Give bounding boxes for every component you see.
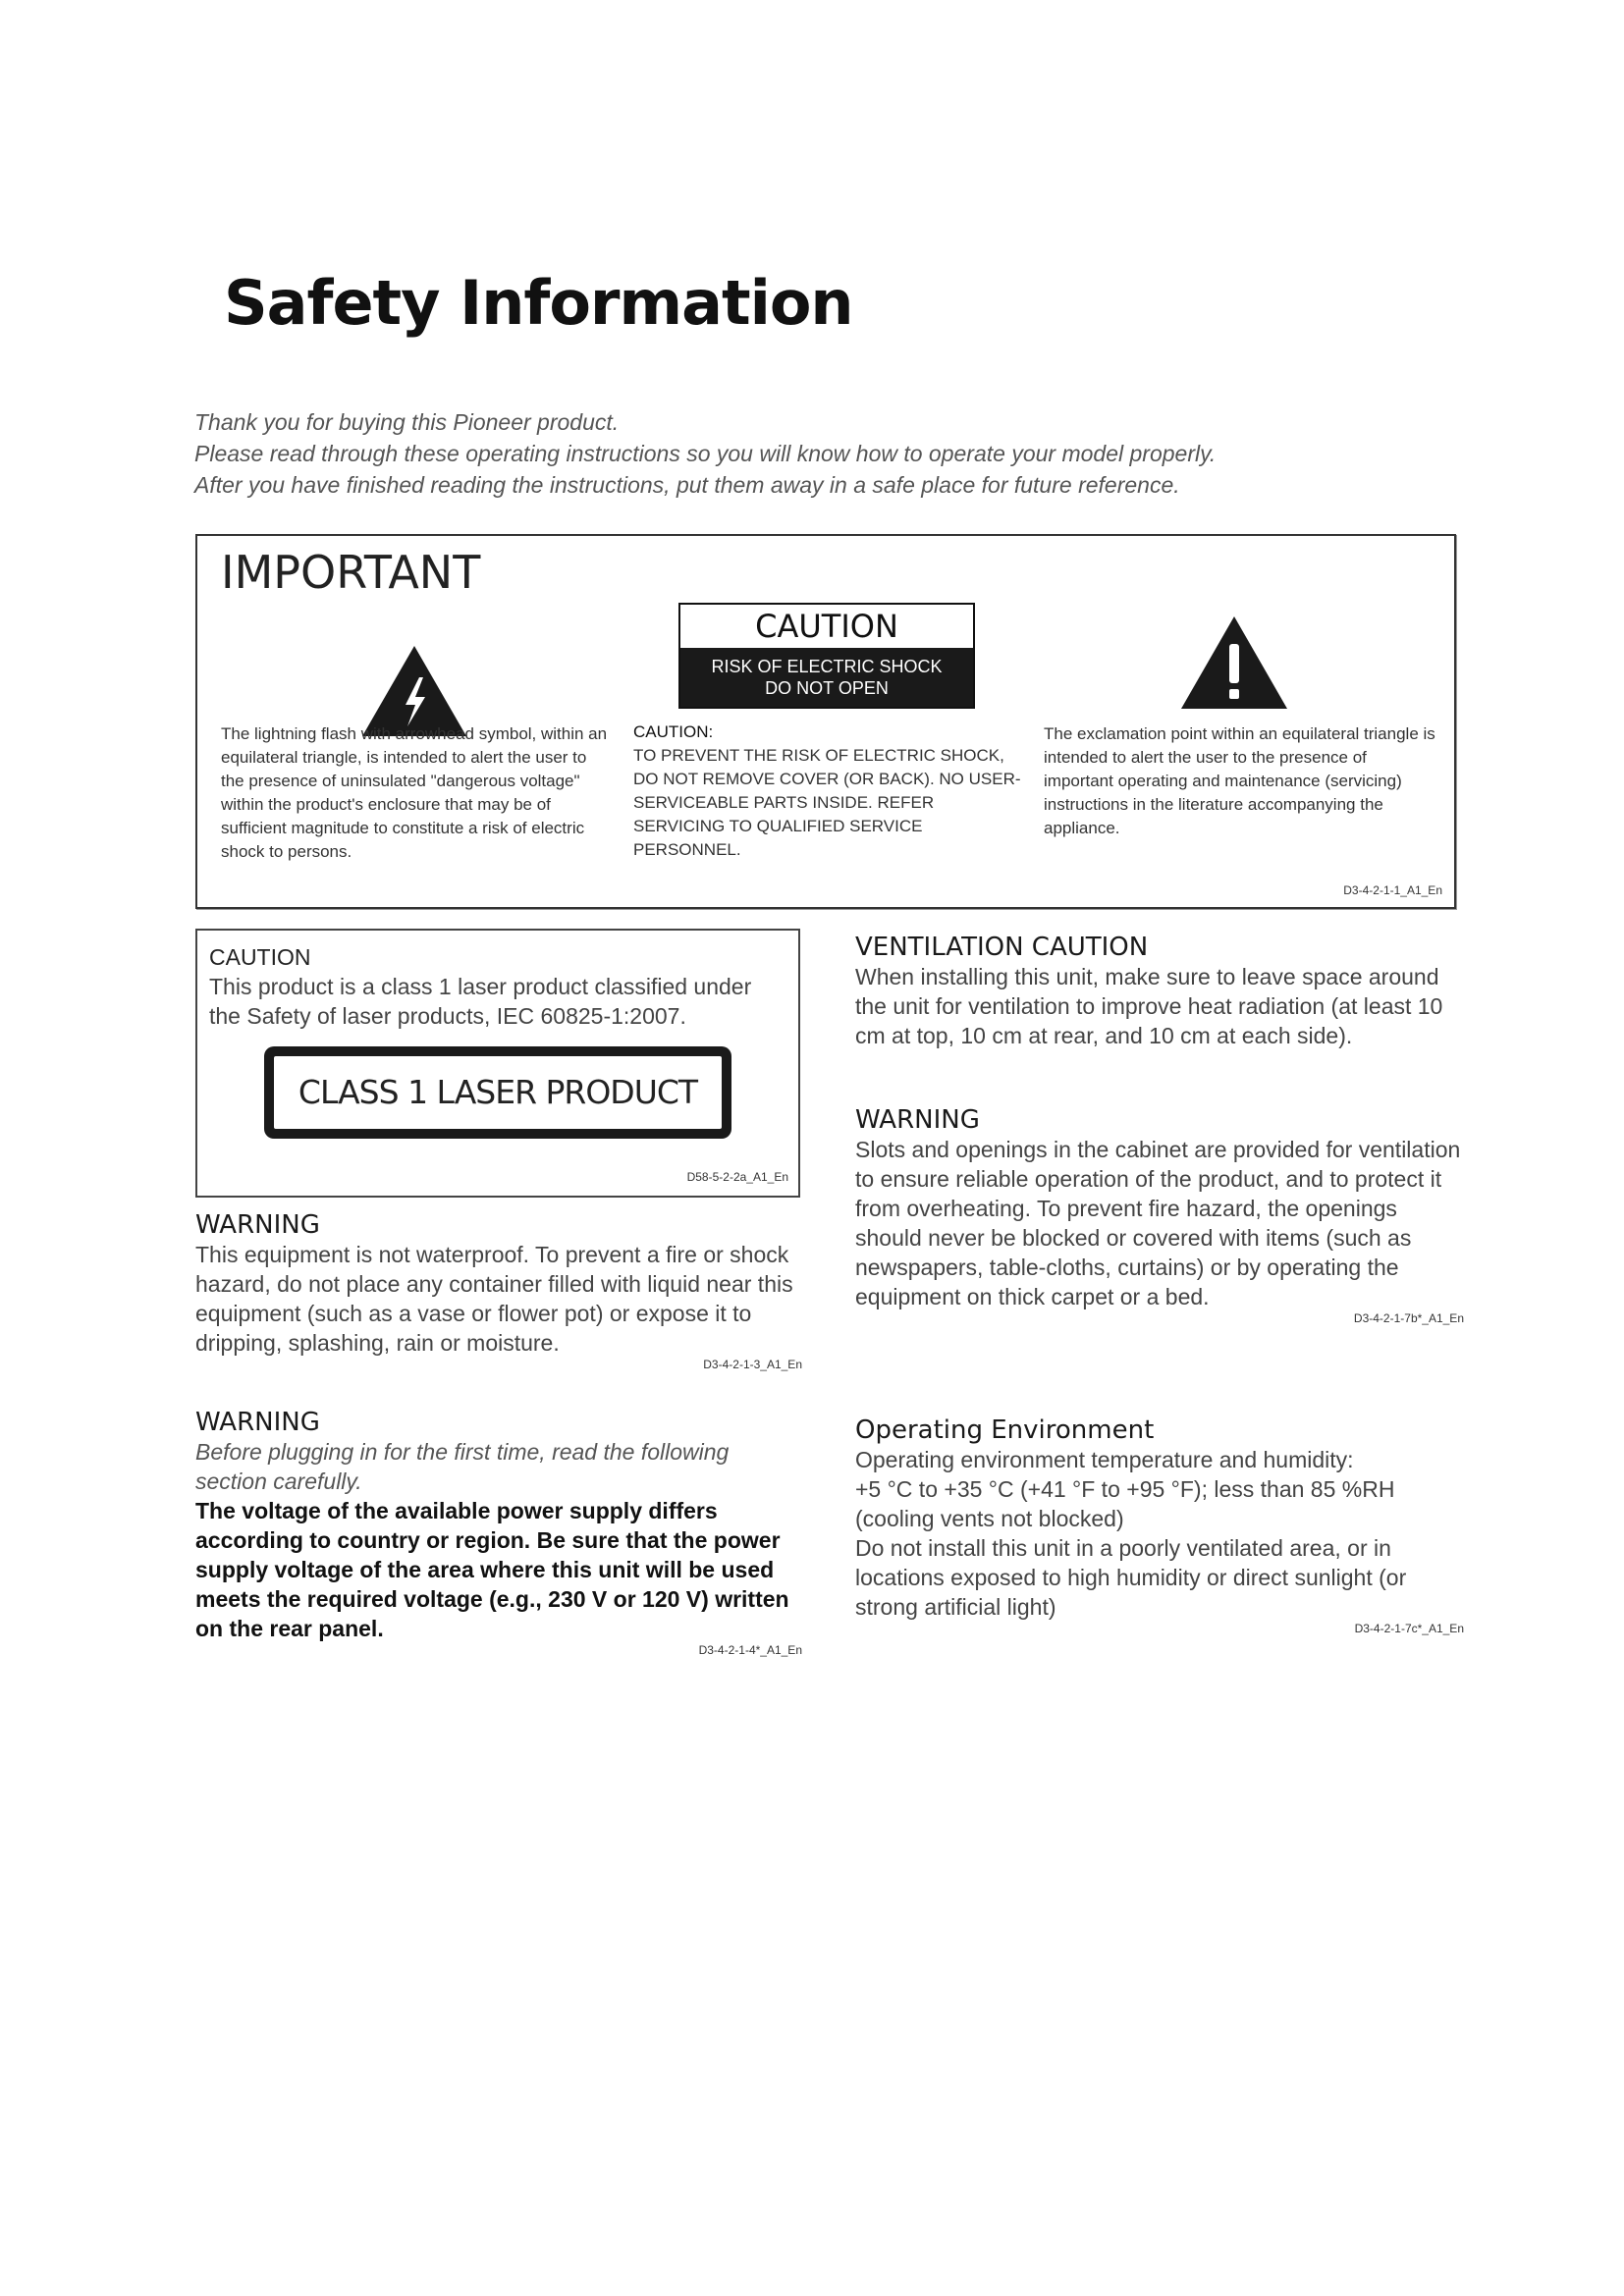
exclamation-warning-icon bbox=[1179, 614, 1289, 711]
warning-power-intro: Before plugging in for the first time, read the following section carefully. bbox=[195, 1439, 730, 1494]
important-code: D3-4-2-1-1_A1_En bbox=[1343, 883, 1442, 897]
intro-line-1: Thank you for buying this Pioneer product. bbox=[194, 409, 620, 435]
exclamation-description: The exclamation point within an equilateral triangle is intended to alert the user to the presence of important operating and maintenance (servicing) instructions in the literature accompanying the appliance. bbox=[1044, 724, 1435, 837]
page-title: Safety Information bbox=[224, 267, 853, 339]
environment-line-2: +5 °C to +35 °C (+41 °F to +95 °F); less than 85 %RH bbox=[855, 1476, 1395, 1502]
laser-caution-text: This product is a class 1 laser product classified under the Safety of laser products, IEC 60825-1:2007. bbox=[209, 974, 752, 1029]
ventilation-heading: VENTILATION CAUTION bbox=[855, 933, 1149, 962]
intro-line-2: Please read through these operating instructions so you will know how to operate your model properly. bbox=[194, 441, 1217, 466]
warning-power-code: D3-4-2-1-4*_A1_En bbox=[698, 1643, 802, 1657]
intro-text bbox=[194, 406, 1216, 501]
warning-water-text: This equipment is not waterproof. To prevent a fire or shock hazard, do not place any container filled with liquid near this equipment (such as a vase or flower pot) or expose it to dripping, splashing, rain or moisture. bbox=[195, 1242, 793, 1356]
warning-slots-text: Slots and openings in the cabinet are provided for ventilation to ensure reliable operation of the product, and to protect it from overheating. To prevent fire hazard, the openings should never be blocked or covered with items (such as newspapers, table-cloths, curtains) or by operating the equipment on thick carpet or a bed. bbox=[855, 1137, 1461, 1309]
environment-code: D3-4-2-1-7c*_A1_En bbox=[1354, 1622, 1464, 1635]
caution-sign-line-1: RISK OF ELECTRIC SHOCK bbox=[711, 657, 943, 676]
environment-heading: Operating Environment bbox=[855, 1415, 1155, 1445]
warning-slots-heading: WARNING bbox=[855, 1105, 980, 1135]
warning-slots-section bbox=[855, 1105, 1464, 1325]
caution-description bbox=[633, 721, 1026, 862]
lightning-description: The lightning flash with arrowhead symbol, within an equilateral triangle, is intended to alert the user to the presence of uninsulated "dangerous voltage" within the product's enclosure that may be of sufficient magnitude to constitute a risk of electric shock to persons. bbox=[221, 724, 608, 861]
intro-line-3: After you have finished reading the instructions, put them away in a safe place for future reference. bbox=[194, 472, 1180, 498]
warning-water-section bbox=[195, 1210, 802, 1371]
warning-power-section bbox=[195, 1408, 802, 1657]
laser-caution-box bbox=[195, 929, 800, 1198]
warning-power-text: The voltage of the available power supply differs according to country or region. Be sure that the power supply voltage of the area where this unit will be used meets the required voltage (e.g., 230 V or 120 V) written on the rear panel. bbox=[195, 1498, 789, 1641]
environment-line-3: (cooling vents not blocked) bbox=[855, 1506, 1124, 1531]
ventilation-section bbox=[855, 933, 1464, 1050]
laser-class-label bbox=[264, 1046, 731, 1139]
warning-water-heading: WARNING bbox=[195, 1210, 320, 1240]
laser-caution-heading: CAUTION bbox=[209, 944, 311, 970]
caution-sign bbox=[678, 603, 975, 709]
warning-slots-code: D3-4-2-1-7b*_A1_En bbox=[1353, 1311, 1464, 1325]
caution-sign-title: CAUTION bbox=[755, 608, 898, 645]
environment-section bbox=[855, 1415, 1464, 1635]
ventilation-text: When installing this unit, make sure to leave space around the unit for ventilation to improve heat radiation (at least 10 cm at top, 10 cm at rear, and 10 cm at each side). bbox=[855, 964, 1443, 1048]
caution-description-text: TO PREVENT THE RISK OF ELECTRIC SHOCK, DO NOT REMOVE COVER (OR BACK). NO USER-SERVICEABLE PARTS INSIDE. REFER SERVICING TO QUALIFIED SERVICE PERSONNEL. bbox=[633, 746, 1021, 859]
caution-sign-line-2: DO NOT OPEN bbox=[765, 678, 889, 698]
laser-class-label-text: CLASS 1 LASER PRODUCT bbox=[274, 1056, 722, 1129]
warning-power-heading: WARNING bbox=[195, 1408, 320, 1437]
environment-line-1: Operating environment temperature and humidity: bbox=[855, 1447, 1354, 1472]
important-heading: IMPORTANT bbox=[221, 546, 481, 599]
environment-text: Do not install this unit in a poorly ventilated area, or in locations exposed to high humidity or direct sunlight (or strong artificial light) bbox=[855, 1535, 1407, 1620]
laser-code: D58-5-2-2a_A1_En bbox=[686, 1170, 788, 1184]
important-box bbox=[195, 534, 1456, 909]
warning-water-code: D3-4-2-1-3_A1_En bbox=[703, 1358, 802, 1371]
caution-description-heading: CAUTION: bbox=[633, 722, 714, 741]
caution-sign-subtitle bbox=[680, 648, 973, 707]
